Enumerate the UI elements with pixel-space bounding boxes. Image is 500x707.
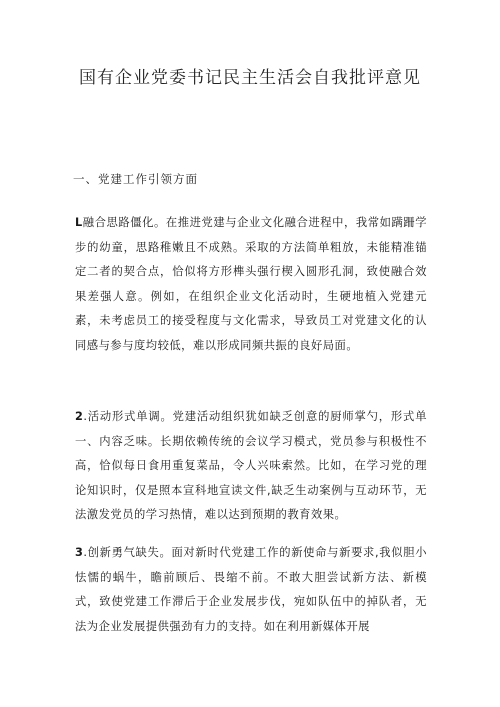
paragraph-1-text: 融合思路僵化。在推进党建与企业文化融合进程中，我常如蹒跚学步的幼童，思路稚嫩且不成熟。采取的方法简单粗放，未能精准锚定二者的契合点，恰似将方形榫头强行楔入圆形孔洞，致使融合效果差强人意。例如，在组织企业文化活动时，生硬地植入党建元素，未考虑员工的接受程度与文化需求，导致员工对党建文化的认同感与参与度均较低，难以形成同频共振的良好局面。 bbox=[75, 216, 427, 352]
paragraph-1-number: L bbox=[75, 216, 83, 229]
paragraph-3-text: .创新勇气缺失。面对新时代党建工作的新使命与新要求,我似胆小怯懦的蜗牛，瞻前顾后、畏缩不前。不敢大胆尝试新方法、新模式，致使党建工作滞后于企业发展步伐，宛如队伍中的掉队者，无法为企业发展提供强劲有力的支持。如在利用新媒体开展 bbox=[75, 546, 427, 633]
document-title: 国有企业党委书记民主生活会自我批评意见 bbox=[79, 68, 421, 88]
paragraph-3-number: 3 bbox=[75, 546, 84, 559]
paragraph-2 bbox=[75, 405, 427, 528]
paragraph-3 bbox=[75, 541, 427, 639]
section-heading: 一、党建工作引领方面 bbox=[73, 172, 198, 186]
paragraph-1 bbox=[75, 211, 427, 358]
paragraph-2-text: .活动形式单调。党建活动组织犹如缺乏创意的厨师掌勺，形式单一、内容乏味。长期依赖传统的会议学习模式，党员参与积极性不高，恰似每日食用重复菜品，令人兴味索然。比如，在学习党的理论知识时，仅是照本宣科地宣读文件,缺乏生动案例与互动环节，无法激发党员的学习热情，难以达到预期的教育效果。 bbox=[75, 410, 427, 521]
paragraph-2-number: 2 bbox=[75, 410, 84, 423]
